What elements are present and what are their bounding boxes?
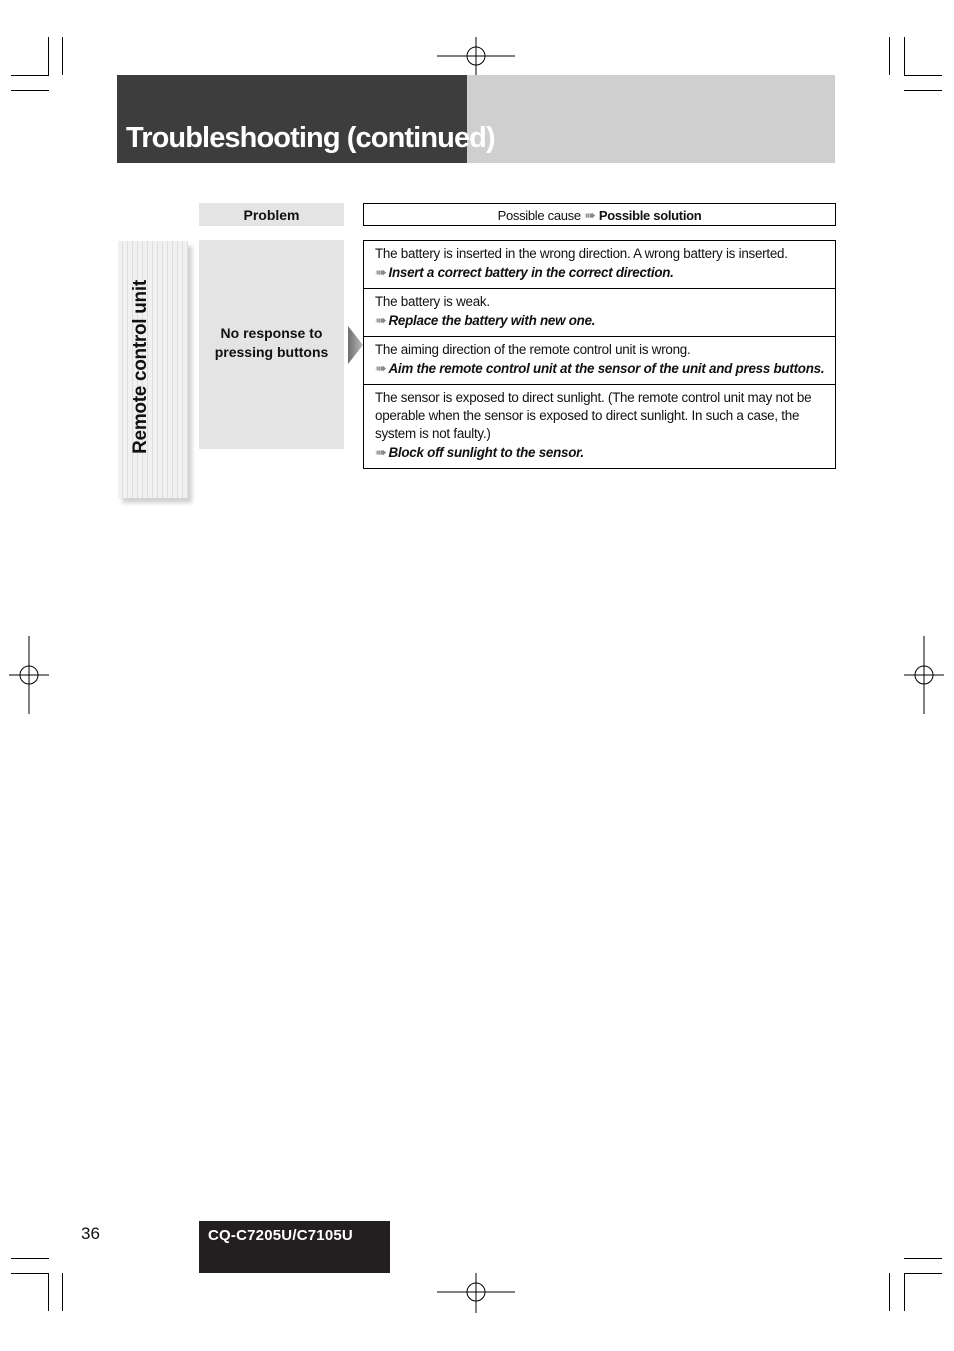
crop-mark [48,1273,49,1311]
cause-text: The sensor is exposed to direct sunlight. (The remote control unit may not be operable when the sensor is exposed to direct sunlight. In such a case, the system is not faulty.) [375,390,812,441]
solution-line [375,311,825,330]
cause-row [364,241,835,288]
registration-mark-icon [904,636,944,714]
crop-mark [904,1273,905,1311]
cause-row [364,336,835,384]
cause-row [364,384,835,468]
page-number: 36 [81,1224,100,1243]
right-arrow-icon: ➠ [375,360,387,376]
problem-text: No response to pressing buttons [214,325,329,360]
crop-mark [62,1273,63,1311]
crop-mark [11,1258,49,1259]
registration-mark-icon [9,636,49,714]
header-cause-solution [363,203,836,226]
header-cause: Possible cause [497,208,581,223]
crop-mark [62,37,63,75]
crop-mark [904,75,942,76]
solution-text: Insert a correct battery in the correct direction. [388,265,674,280]
section-label: Remote control unit [130,280,151,454]
solution-line [375,263,825,282]
registration-mark-icon [437,1273,515,1313]
cause-text: The battery is weak. [375,294,490,309]
right-arrow-icon: ➠ [375,264,387,280]
crop-mark [904,1258,942,1259]
solution-text: Replace the battery with new one. [388,313,596,328]
crop-mark [889,1273,890,1311]
header-solution: Possible solution [598,208,702,223]
crop-mark [11,75,49,76]
cause-list [363,240,836,469]
pointer-arrow-icon [348,326,364,364]
solution-line [375,443,825,462]
section-tab [118,241,188,498]
solution-text: Aim the remote control unit at the sensor of the unit and press buttons. [388,361,825,376]
page-title: Troubleshooting (continued) [126,122,495,154]
cause-text: The battery is inserted in the wrong direction. A wrong battery is inserted. [375,246,788,261]
registration-mark-icon [437,37,515,77]
crop-mark [904,1273,942,1274]
solution-text: Block off sunlight to the sensor. [388,445,584,460]
crop-mark [11,1273,49,1274]
crop-mark [48,37,49,75]
header-problem: Problem [199,203,344,226]
solution-line [375,359,825,378]
model-number: CQ-C7205U/C7105U [199,1221,390,1273]
right-arrow-icon: ➠ [584,207,596,223]
cause-text: The aiming direction of the remote control unit is wrong. [375,342,691,357]
crop-mark [889,37,890,75]
crop-mark [904,90,942,91]
right-arrow-icon: ➠ [375,312,387,328]
crop-mark [11,90,49,91]
right-arrow-icon: ➠ [375,444,387,460]
crop-mark [904,37,905,75]
cause-row [364,288,835,336]
